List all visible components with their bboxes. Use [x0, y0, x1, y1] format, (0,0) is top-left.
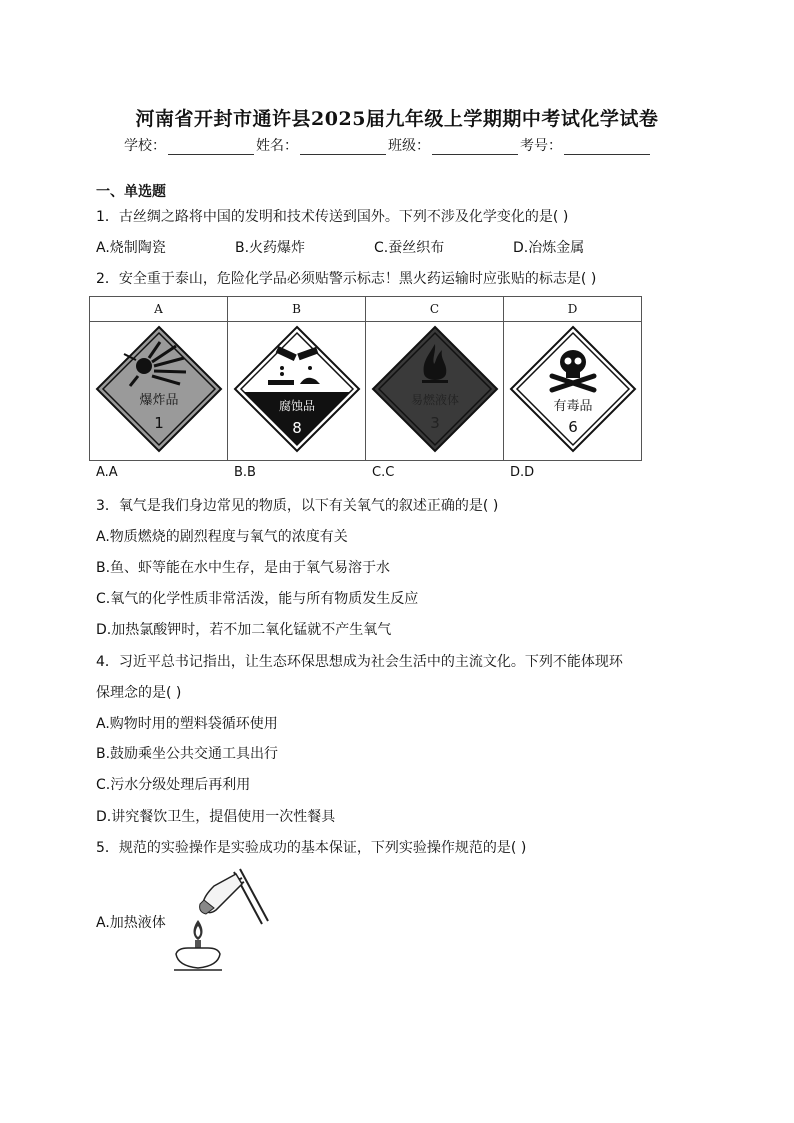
q2-stem: 2．安全重于泰山，危险化学品必须贴警示标志！黑火药运输时应张贴的标志是( ): [96, 271, 597, 287]
name-label: 姓名：: [256, 138, 298, 154]
q4-option-d[interactable]: D.讲究餐饮卫生，提倡使用一次性餐具: [96, 809, 336, 825]
q3-option-b[interactable]: B.鱼、虾等能在水中生存，是由于氧气易溶于水: [96, 560, 391, 576]
q2-option-c[interactable]: C.C: [372, 465, 395, 480]
flammable-sign: [370, 324, 500, 454]
q1-options: [96, 237, 652, 257]
sign-b-number: 8: [291, 419, 302, 437]
q2-options: [96, 465, 648, 480]
name-blank[interactable]: [300, 140, 386, 155]
q5-stem: 5．规范的实验操作是实验成功的基本保证，下列实验操作规范的是( ): [96, 840, 527, 856]
student-info-row: [124, 135, 652, 155]
sign-header-a: A: [90, 297, 228, 322]
sign-cell-a: [90, 322, 228, 461]
q1-stem: 1．古丝绸之路将中国的发明和技术传送到国外。下列不涉及化学变化的是( ): [96, 209, 569, 225]
q3-stem: 3．氧气是我们身边常见的物质，以下有关氧气的叙述正确的是( ): [96, 498, 499, 514]
class-blank[interactable]: [432, 140, 518, 155]
sign-cell-d: [504, 322, 642, 461]
sign-cell-b: [228, 322, 366, 461]
q1-option-b[interactable]: B.火药爆炸: [235, 240, 306, 256]
q3-option-a[interactable]: A.物质燃烧的剧烈程度与氧气的浓度有关: [96, 529, 348, 545]
q4-option-a[interactable]: A.购物时用的塑料袋循环使用: [96, 716, 278, 732]
toxic-sign: [508, 324, 638, 454]
class-label: 班级：: [388, 138, 430, 154]
q3-option-d[interactable]: D.加热氯酸钾时，若不加二氧化锰就不产生氧气: [96, 622, 392, 638]
q2-option-b[interactable]: B.B: [234, 465, 256, 480]
exam-title: 河南省开封市通许县2025届九年级上学期期中考试化学试卷: [135, 108, 659, 130]
sign-a-number: 1: [153, 414, 164, 432]
q5-option-a[interactable]: A.加热液体: [96, 915, 166, 931]
exam-number-label: 考号：: [520, 138, 562, 154]
q1-option-c[interactable]: C.蚕丝织布: [374, 240, 445, 256]
corrosive-sign: [232, 324, 362, 454]
q2-option-a[interactable]: A.A: [96, 465, 118, 480]
sign-header-d: D: [504, 297, 642, 322]
sign-cell-c: [366, 322, 504, 461]
sign-d-label: 有毒品: [552, 399, 593, 414]
explosive-sign: [94, 324, 224, 454]
sign-a-label: 爆炸品: [138, 393, 179, 408]
sign-c-number: 3: [429, 414, 440, 432]
q1-option-d[interactable]: D.冶炼金属: [513, 240, 585, 256]
q4-option-c[interactable]: C.污水分级处理后再利用: [96, 777, 251, 793]
q4-option-b[interactable]: B.鼓励乘坐公共交通工具出行: [96, 746, 279, 762]
sign-header-c: C: [366, 297, 504, 322]
q4-stem-line2: 保理念的是( ): [96, 685, 182, 701]
test-tube-icon: [200, 874, 242, 914]
section-heading: 一、单选题: [96, 184, 166, 200]
q4-stem-line1: 4．习近平总书记指出，让生态环保思想成为社会生活中的主流文化。下列不能体现环: [96, 654, 623, 670]
sign-b-label: 腐蚀品: [278, 399, 315, 413]
sign-header-b: B: [228, 297, 366, 322]
sign-d-number: 6: [567, 418, 578, 436]
exam-number-blank[interactable]: [564, 140, 650, 155]
heating-liquid-illustration: [170, 866, 270, 976]
school-blank[interactable]: [168, 140, 254, 155]
q2-option-d[interactable]: D.D: [510, 465, 535, 480]
sign-c-label: 易燃液体: [410, 393, 459, 407]
school-label: 学校：: [124, 138, 166, 154]
q3-option-c[interactable]: C.氧气的化学性质非常活泼，能与所有物质发生反应: [96, 591, 419, 607]
hazard-sign-table: [89, 296, 642, 461]
q1-option-a[interactable]: A.烧制陶瓷: [96, 240, 166, 256]
alcohol-lamp-icon: [174, 920, 222, 970]
